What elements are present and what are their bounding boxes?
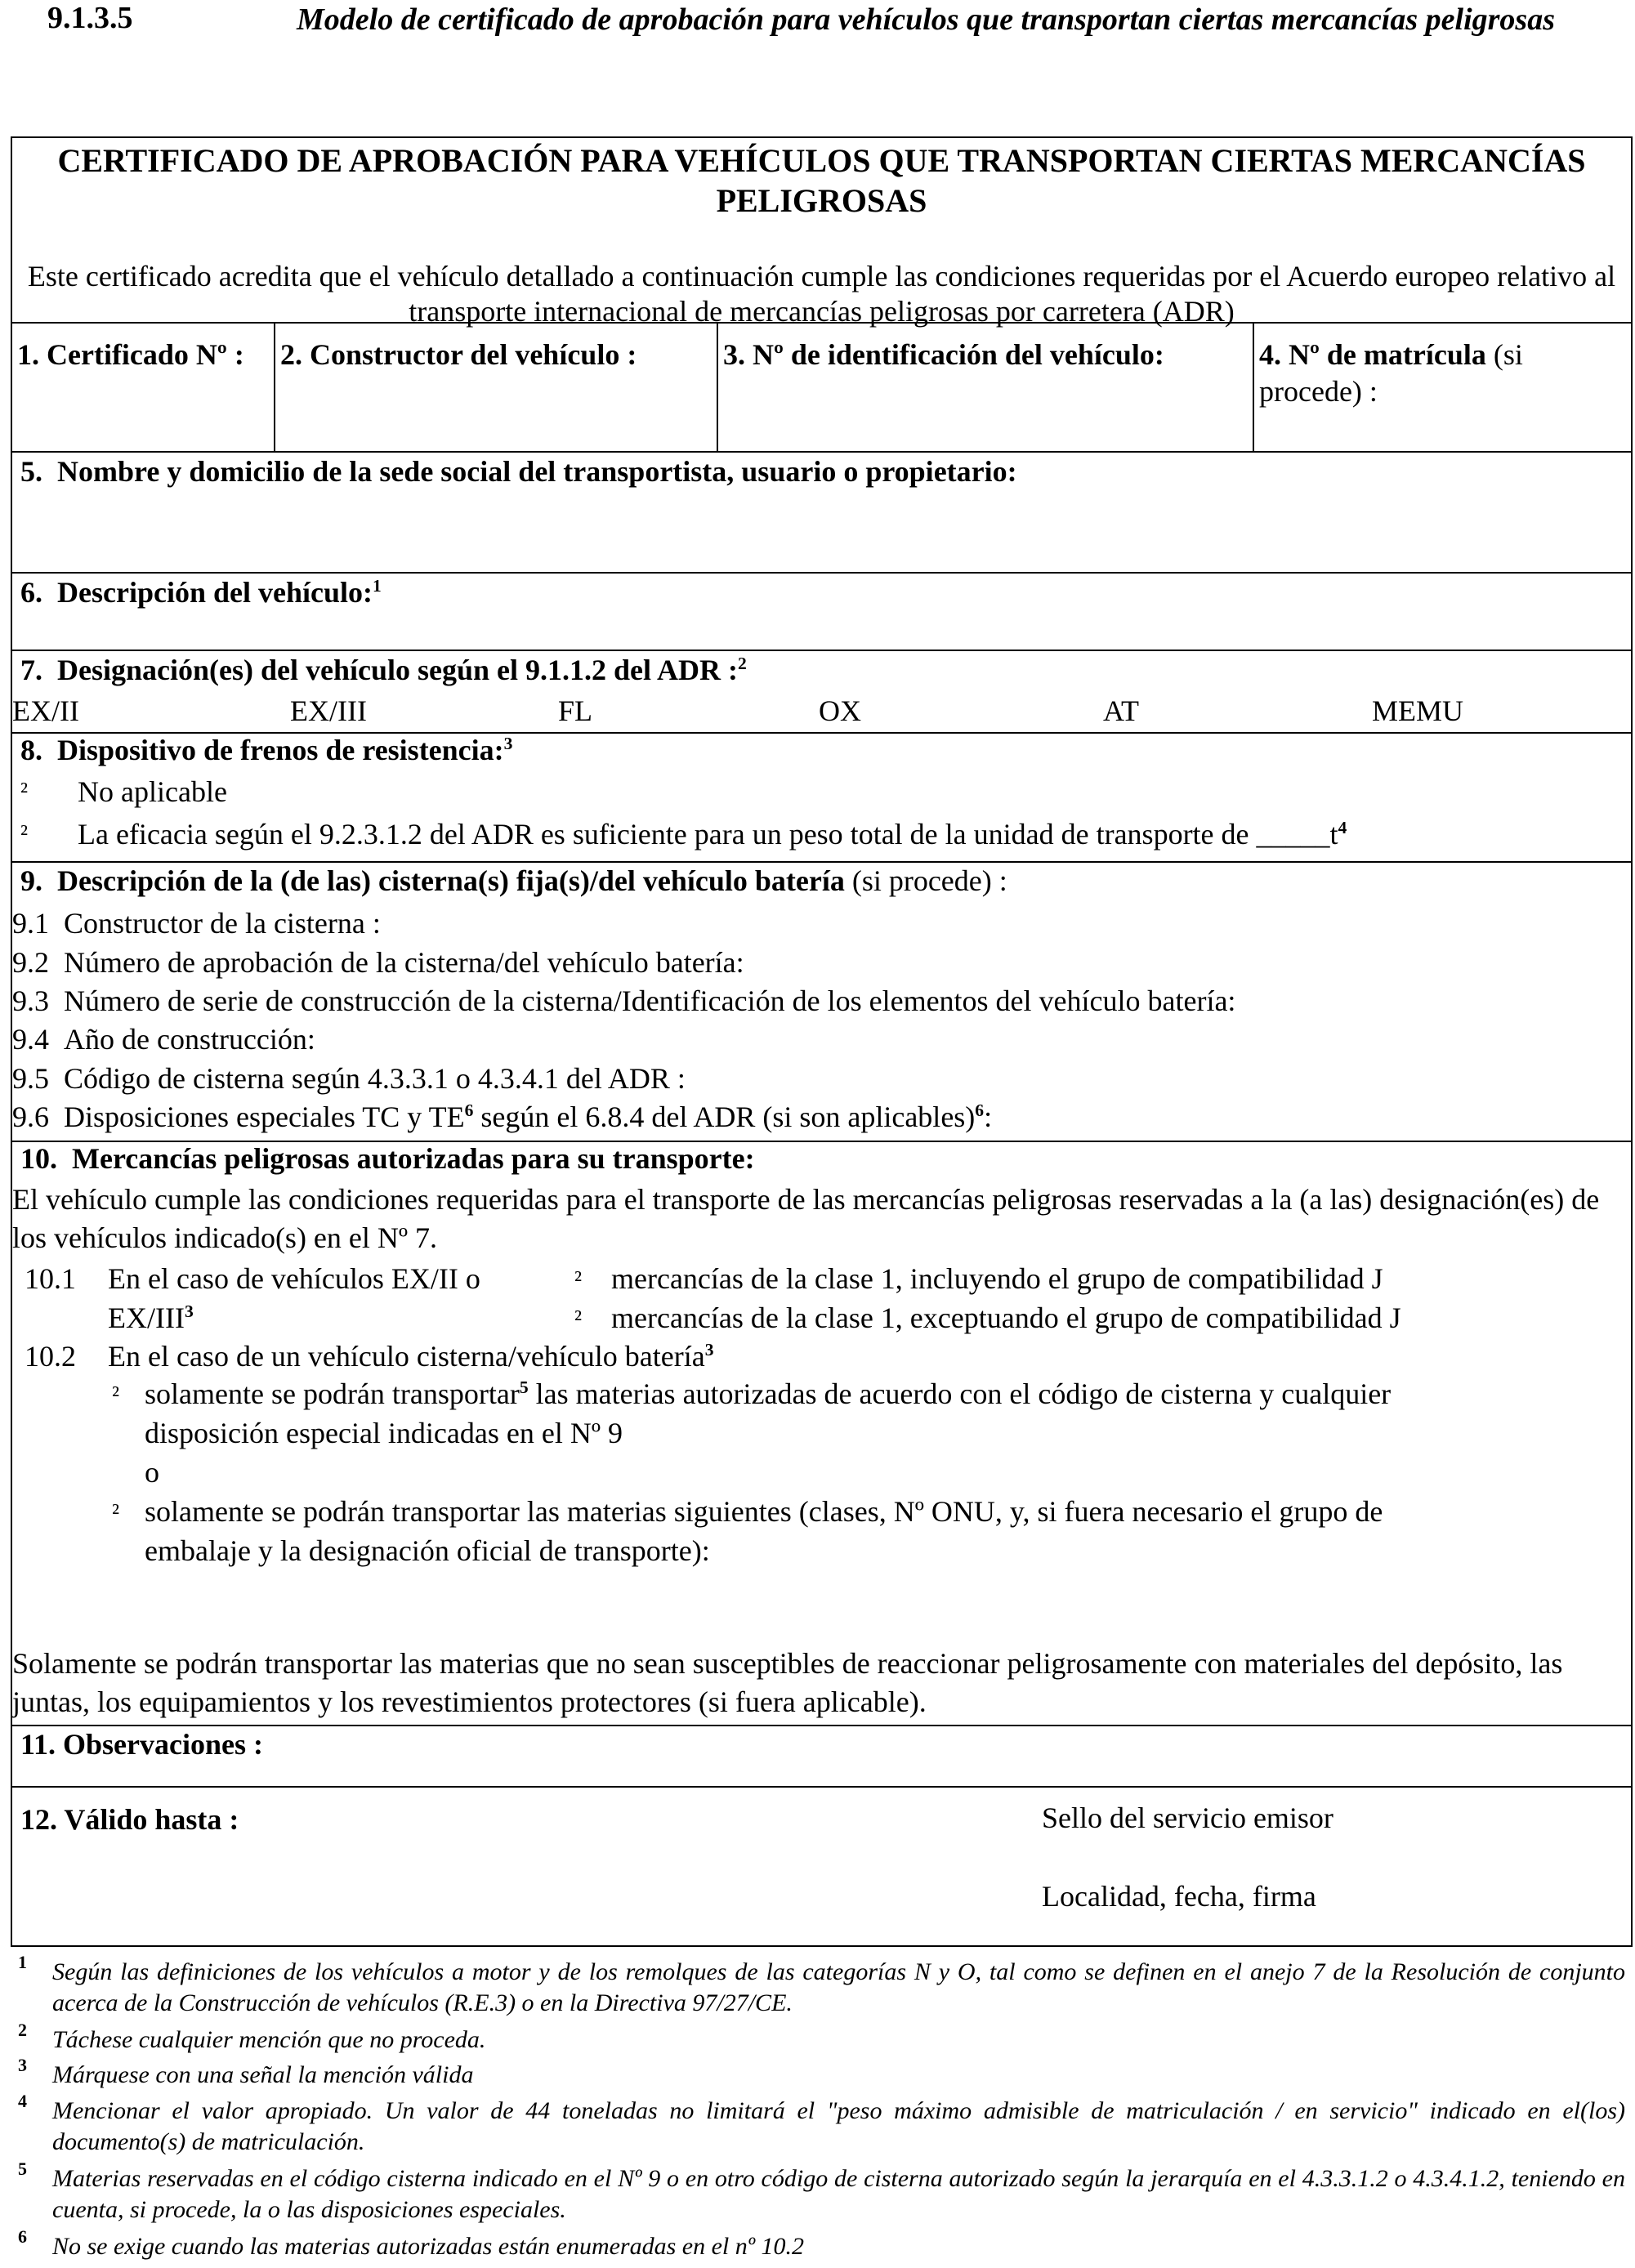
item-10-1-ex-iii: EX/III — [108, 1301, 185, 1334]
checkbox-listed-substances[interactable]: ² — [112, 1499, 119, 1526]
section-7-number: 7. — [20, 654, 42, 686]
divider — [12, 1725, 1631, 1726]
item-9-2-text: Número de aprobación de la cisterna/del vehículo batería: — [64, 946, 744, 979]
item-9-6-text-b: según el 6.8.4 del ADR (si son aplicables) — [473, 1101, 976, 1133]
designation-fl[interactable]: FL — [558, 694, 593, 727]
certificate-form — [11, 136, 1633, 1947]
designation-ex-iii[interactable]: EX/III — [290, 694, 367, 727]
item-9-6-text-a: Disposiciones especiales TC y TE — [64, 1101, 465, 1133]
section-5-label: Nombre y domicilio de la sede social del transportista, usuario o propietario: — [57, 455, 1017, 488]
footnote-2-text: Táchese cualquier mención que no proceda. — [52, 2026, 486, 2053]
footnote-4-number: 4 — [18, 2091, 27, 2111]
divider — [12, 1786, 1631, 1788]
footnote-ref: 3 — [503, 734, 513, 753]
footnote-ref: 2 — [738, 654, 747, 673]
footnote-6-number: 6 — [18, 2226, 27, 2247]
footnote-ref: 6 — [975, 1101, 985, 1120]
section-9-number: 9. — [20, 864, 42, 897]
item-10-1-text-a: En el caso de vehículos EX/II o — [108, 1262, 480, 1295]
footnote-ref: 4 — [1338, 818, 1347, 837]
section-10-goods — [20, 1141, 755, 1176]
or-text: o — [145, 1456, 159, 1489]
brake-weight-blank[interactable]: _____ — [1256, 818, 1330, 850]
brake-weight-unit: t — [1329, 818, 1338, 850]
option-authorized-tank-code — [145, 1377, 1391, 1412]
item-10-2-number: 10.2 — [25, 1340, 76, 1373]
footnote-2-number: 2 — [18, 2020, 27, 2040]
item-10-1-number: 10.1 — [25, 1262, 76, 1295]
form-title-block — [12, 138, 1631, 328]
item-9-3[interactable] — [12, 984, 1235, 1019]
item-9-5[interactable] — [12, 1061, 686, 1096]
footnote-3-number: 3 — [18, 2055, 27, 2075]
heading-number: 9.1.3.5 — [47, 1, 133, 35]
footnote-ref: 3 — [184, 1301, 194, 1321]
field-registration-number-label: 4. Nº de matrícula — [1259, 338, 1486, 371]
designation-ox[interactable]: OX — [819, 694, 861, 727]
section-9-note: (si procede) : — [844, 864, 1007, 897]
option-listed-substances-a: solamente se podrán transportar las materias siguientes (clases, Nº ONU, y, si fuera necesario el grupo de — [145, 1495, 1383, 1528]
section-10-label: Mercancías peligrosas autorizadas para su transporte: — [72, 1142, 755, 1175]
footnote-5-text: Materias reservadas en el código cisterna indicado en el Nº 9 o en otro código de cisterna autorizado según la jerarquía en el 4.3.3.1.2 o 4.3.4.1.2, teniendo en cuenta, si procede, la o las disposiciones especiales. — [52, 2165, 1625, 2223]
section-11-observations[interactable] — [20, 1727, 263, 1762]
section-8-brakes — [20, 733, 512, 768]
section-6-vehicle-description[interactable] — [20, 575, 382, 610]
item-9-6-number: 9.6 — [12, 1101, 49, 1133]
brake-efficiency-text: La eficacia según el 9.2.3.1.2 del ADR es suficiente para un peso total de la unidad de transporte de — [78, 818, 1249, 850]
section-12-label: 12. Válido hasta : — [20, 1803, 239, 1836]
field-vehicle-identification-label: 3. Nº de identificación del vehículo: — [723, 338, 1164, 371]
footnote-ref: 1 — [372, 576, 382, 596]
checkbox-brake-efficiency[interactable]: ² — [20, 820, 28, 847]
field-registration-number-note: (si procede) : — [1259, 338, 1523, 408]
divider — [12, 572, 1631, 574]
item-10-2-label: En el caso de un vehículo cisterna/vehículo batería — [108, 1340, 705, 1373]
section-12-valid-until[interactable] — [20, 1802, 239, 1837]
item-9-4-text: Año de construcción: — [64, 1023, 315, 1056]
item-9-3-number: 9.3 — [12, 984, 49, 1017]
footnote-1-text: Según las definiciones de los vehículos a motor y de los remolques de las categorías N y O, tal como se definen en el anejo 7 de la Resolución de conjunto acerca de la Construcción de vehículos (R.E.3) o en la Directiva 97/27/CE. — [52, 1958, 1625, 2016]
option-listed-substances-b: embalaje y la designación oficial de transporte): — [145, 1534, 710, 1567]
item-9-2[interactable] — [12, 945, 744, 980]
section-7-label: Designación(es) del vehículo según el 9.1.1.2 del ADR : — [57, 654, 738, 686]
field-registration-number[interactable] — [1259, 337, 1631, 410]
divider — [12, 451, 1631, 453]
option-incl-group-j: mercancías de la clase 1, incluyendo el grupo de compatibilidad J — [611, 1262, 1383, 1295]
item-9-6-text-c: : — [984, 1101, 993, 1133]
option-brake-efficiency — [78, 817, 1347, 852]
section-6-number: 6. — [20, 576, 42, 609]
heading-title: Modelo de certificado de aprobación para vehículos que transportan ciertas mercancías peligrosas — [297, 2, 1556, 37]
footnote-ref: 5 — [519, 1377, 529, 1397]
issuer-stamp-label: Sello del servicio emisor — [1042, 1801, 1333, 1834]
footnote-ref: 3 — [704, 1340, 714, 1359]
field-certificate-number-label: 1. Certificado Nº : — [17, 338, 244, 371]
footnote-6-text: No se exige cuando las materias autorizadas están enumeradas en el nº 10.2 — [52, 2233, 805, 2260]
field-vehicle-manufacturer-label: 2. Constructor del vehículo : — [280, 338, 637, 371]
section-9-label: Descripción de la (de las) cisterna(s) fija(s)/del vehículo batería — [57, 864, 845, 897]
section-11-label: 11. Observaciones : — [20, 1728, 263, 1761]
section-9-tanks — [20, 864, 1007, 899]
field-vehicle-identification[interactable] — [723, 337, 1254, 373]
section-10-intro: El vehículo cumple las condiciones requeridas para el transporte de las mercancías peligrosas reservadas a la (a las) designación(es) de los vehículos indicado(s) en el Nº 7. — [12, 1183, 1600, 1254]
item-9-4-number: 9.4 — [12, 1023, 49, 1056]
item-9-1[interactable] — [12, 906, 381, 941]
designation-at[interactable]: AT — [1103, 694, 1139, 727]
item-9-1-number: 9.1 — [12, 907, 49, 940]
item-9-6[interactable] — [12, 1100, 992, 1135]
footnote-1-number: 1 — [18, 1952, 27, 1972]
option-tank-code-c: disposición especial indicadas en el Nº 9 — [145, 1417, 623, 1449]
item-10-2-text — [108, 1339, 714, 1374]
field-certificate-number[interactable] — [17, 337, 262, 373]
item-9-4[interactable] — [12, 1022, 315, 1057]
item-10-1-text-b — [108, 1301, 194, 1336]
section-5-number: 5. — [20, 455, 42, 488]
item-9-1-text: Constructor de la cisterna : — [64, 907, 381, 940]
option-tank-code-a: solamente se podrán transportar — [145, 1377, 520, 1410]
item-9-5-number: 9.5 — [12, 1062, 49, 1095]
option-tank-code-b: las materias autorizadas de acuerdo con el código de cisterna y cualquier — [528, 1377, 1392, 1410]
divider — [717, 322, 718, 451]
field-vehicle-manufacturer[interactable] — [280, 337, 713, 373]
section-8-number: 8. — [20, 734, 42, 766]
footnote-ref: 6 — [464, 1101, 474, 1120]
section-10-number: 10. — [20, 1142, 57, 1175]
divider — [12, 322, 1631, 324]
designation-ex-ii[interactable]: EX/II — [12, 694, 79, 727]
section-7-designation — [20, 653, 747, 688]
checkbox-not-applicable[interactable]: ² — [20, 778, 28, 805]
item-9-2-number: 9.2 — [12, 946, 49, 979]
divider — [12, 861, 1631, 863]
designation-memu[interactable]: MEMU — [1372, 694, 1464, 727]
footnote-3-text: Márquese con una señal la mención válida — [52, 2061, 474, 2088]
divider — [274, 322, 275, 451]
divider — [12, 650, 1631, 651]
section-10-closing: Solamente se podrán transportar las materias que no sean susceptibles de reaccionar peligrosamente con materiales del depósito, las juntas, los equipamientos y los revestimientos protectores (si fuera aplicable). — [12, 1647, 1563, 1718]
section-5-owner[interactable] — [20, 454, 1017, 489]
footnote-5-number: 5 — [18, 2159, 27, 2179]
place-date-signature-label: Localidad, fecha, firma — [1042, 1880, 1316, 1913]
section-6-label: Descripción del vehículo: — [57, 576, 373, 609]
option-excl-group-j: mercancías de la clase 1, exceptuando el grupo de compatibilidad J — [611, 1301, 1401, 1334]
item-9-3-text: Número de serie de construcción de la cisterna/Identificación de los elementos del vehículo batería: — [64, 984, 1236, 1017]
form-title: CERTIFICADO DE APROBACIÓN PARA VEHÍCULOS QUE TRANSPORTAN CIERTAS MERCANCÍAS PELIGROSAS — [57, 142, 1586, 219]
form-intro: Este certificado acredita que el vehículo detallado a continuación cumple las condiciones requeridas por el Acuerdo europeo relativo al transporte internacional de mercancías peligrosas por carretera (ADR) — [27, 260, 1616, 328]
option-not-applicable: No aplicable — [78, 775, 227, 808]
section-8-label: Dispositivo de frenos de resistencia: — [57, 734, 504, 766]
item-9-5-text: Código de cisterna según 4.3.3.1 o 4.3.4.1 del ADR : — [64, 1062, 686, 1095]
checkbox-authorized-tank-code[interactable]: ² — [112, 1382, 119, 1409]
checkbox-excl-group-j[interactable]: ² — [574, 1306, 582, 1333]
checkbox-incl-group-j[interactable]: ² — [574, 1266, 582, 1293]
footnote-4-text: Mencionar el valor apropiado. Un valor de 44 toneladas no limitará el "peso máximo admisible de matriculación / en servicio" indicado en el(los) documento(s) de matriculación. — [52, 2097, 1625, 2155]
